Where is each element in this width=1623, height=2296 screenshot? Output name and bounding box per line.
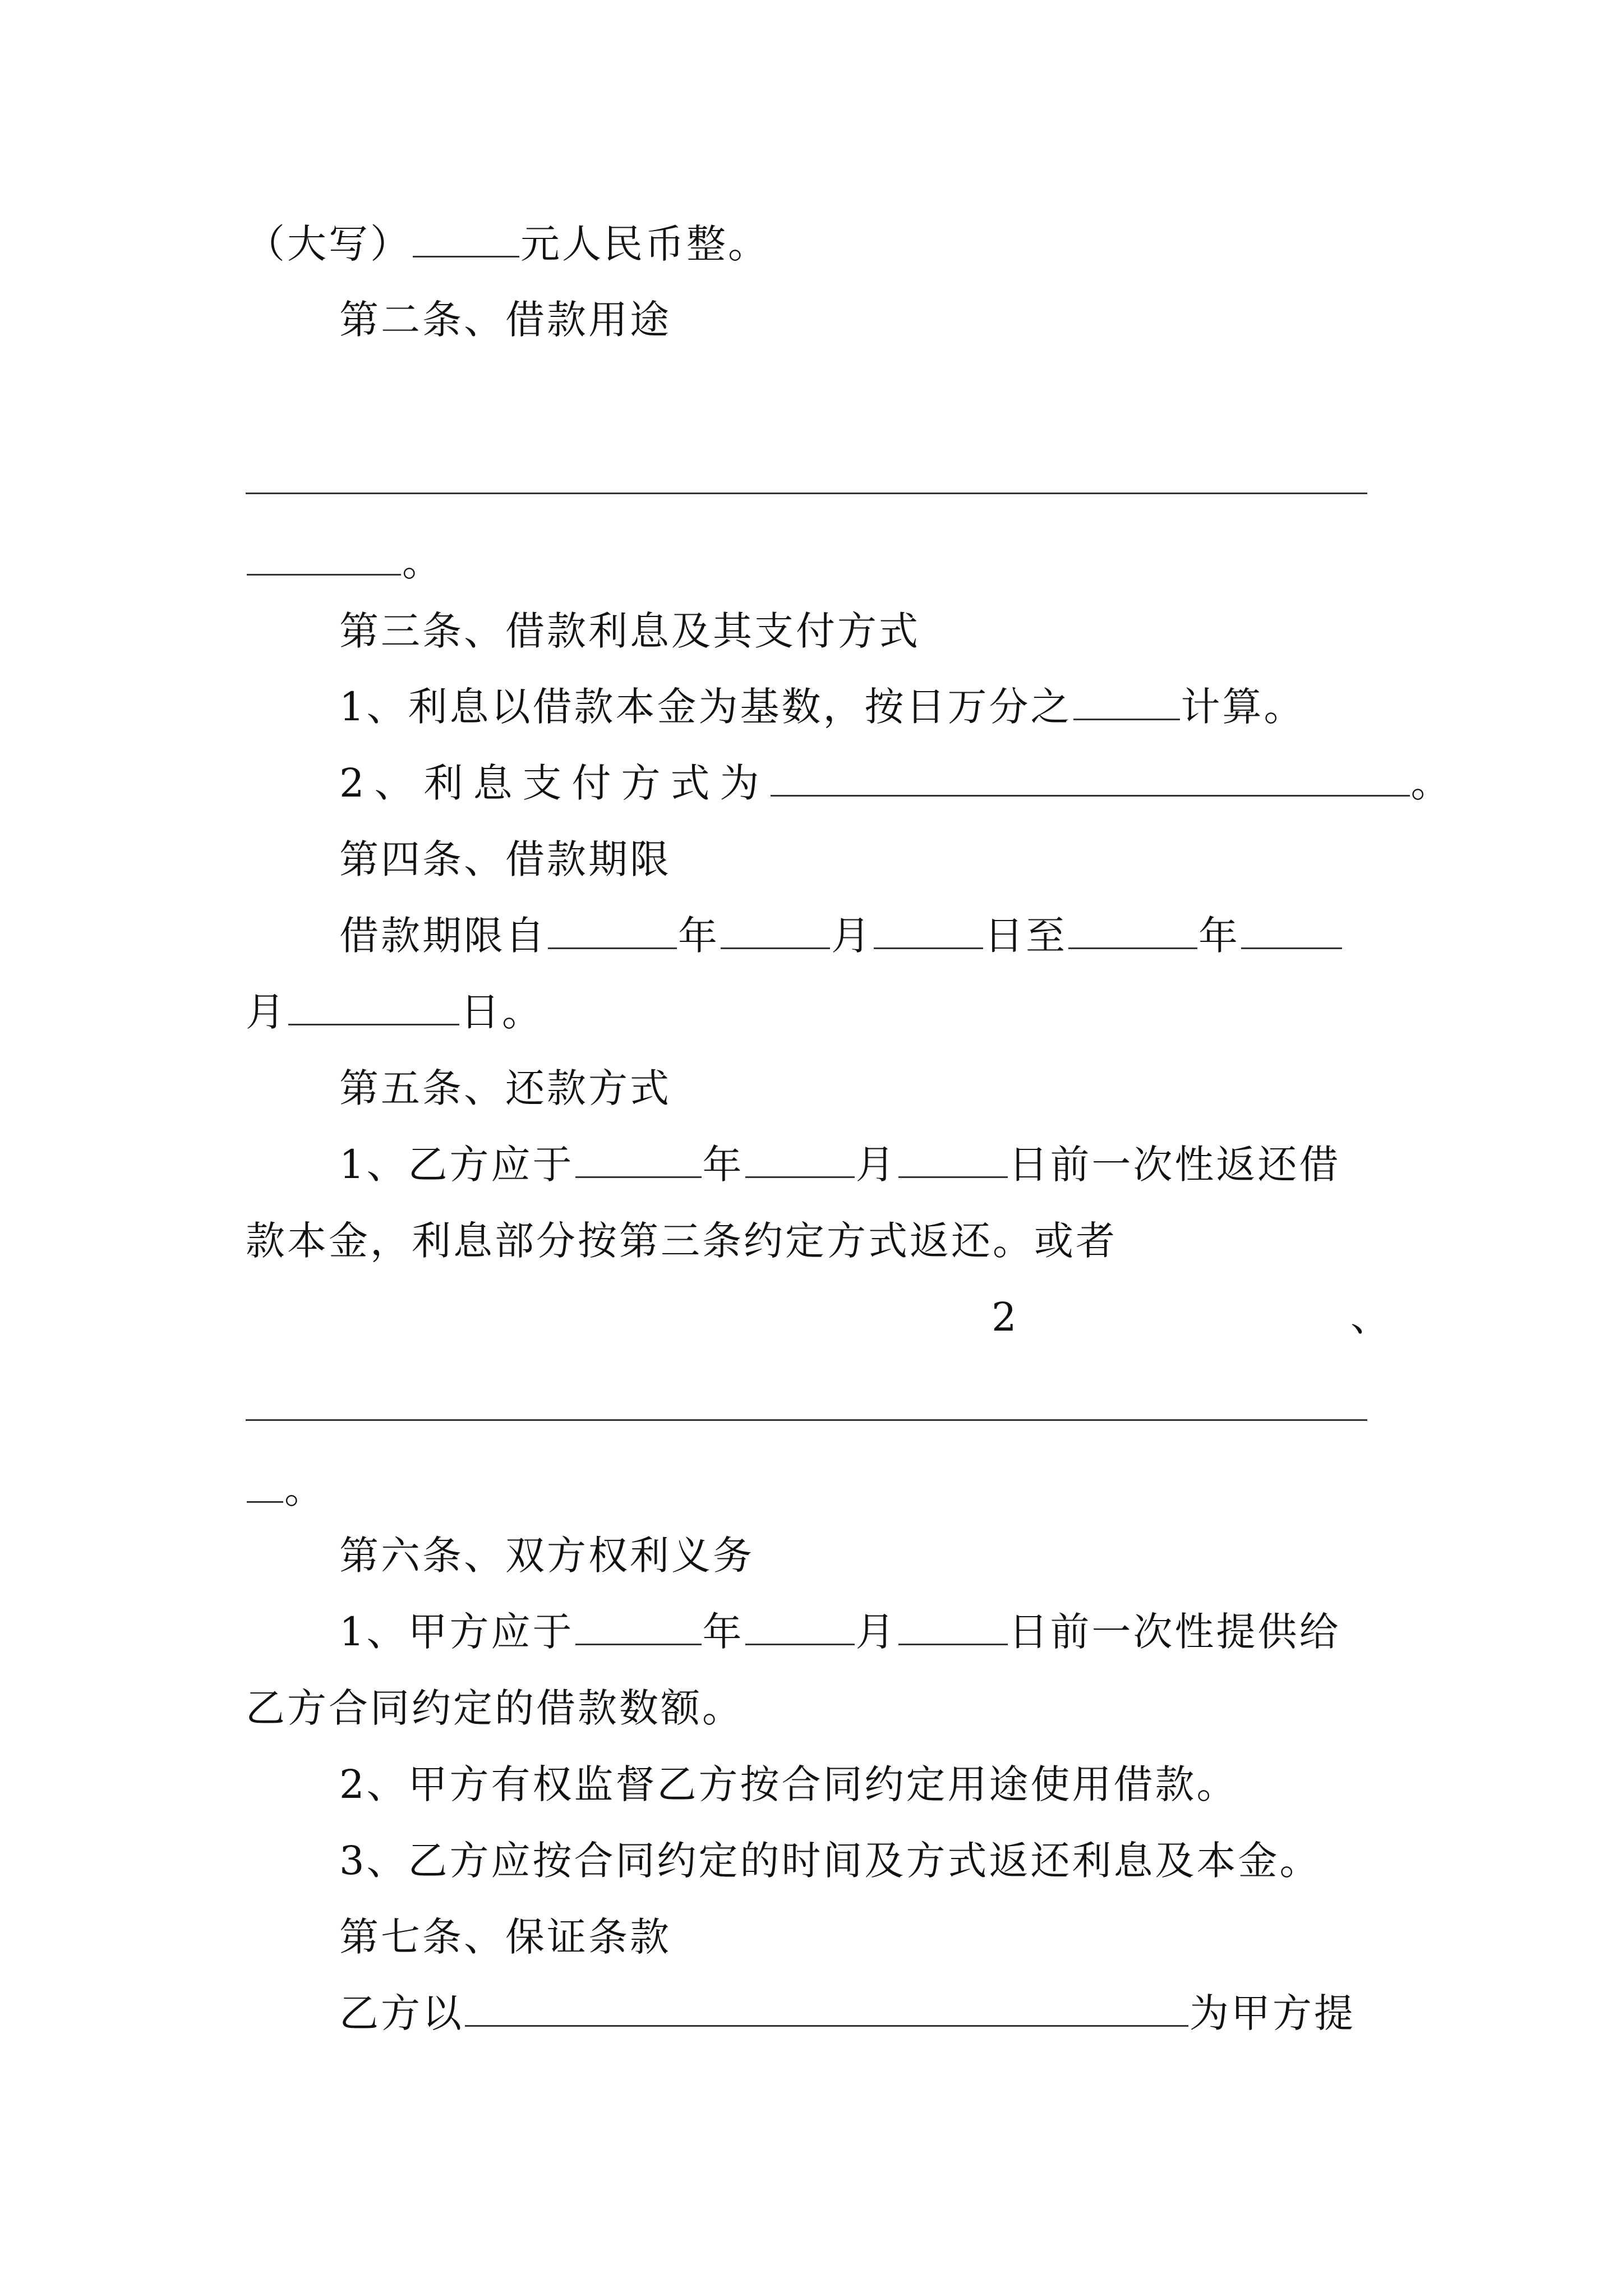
- article-2-title-text: 第二条、借款用途: [339, 297, 671, 343]
- repay-year-label: 年: [702, 1142, 744, 1188]
- article-4-line-2: [246, 984, 543, 1040]
- provide-day-blank: [898, 1604, 1008, 1645]
- article-5-title: [339, 1060, 671, 1116]
- purpose-end-blank: [247, 535, 401, 576]
- article-3-title-text: 第三条、借款利息及其支付方式: [339, 608, 920, 654]
- purpose-end-period: 。: [402, 539, 444, 585]
- guarantee-suffix: 为甲方提: [1189, 1990, 1355, 2036]
- article-6-title: [339, 1527, 754, 1584]
- start-day-label: 日至: [984, 913, 1067, 959]
- amount-suffix: 元人民币整。: [520, 221, 769, 267]
- term-prefix: 借款期限自: [339, 913, 547, 959]
- article-4-title-text: 第四条、借款期限: [339, 836, 671, 882]
- article-3-item-2: [339, 755, 1460, 811]
- start-month-blank: [721, 908, 830, 949]
- interest-rate-blank: [1073, 679, 1180, 720]
- start-month-label: 月: [831, 913, 873, 959]
- article-7-title-text: 第七条、保证条款: [339, 1914, 671, 1960]
- end-month-blank: [1241, 908, 1342, 949]
- payment-method-prefix: 2、利息支付方式为: [339, 760, 769, 806]
- start-year-blank: [548, 908, 677, 949]
- provide-month-blank: [745, 1604, 855, 1645]
- article-6-item-3: [339, 1833, 1321, 1889]
- article-5-item-1: [339, 1137, 1341, 1193]
- article-6-item-3-text: 3、乙方应按合同约定的时间及方式返还利息及本金。: [339, 1838, 1321, 1884]
- article-5-title-text: 第五条、还款方式: [339, 1065, 671, 1111]
- article-5-item-1-line-2: [246, 1213, 1117, 1269]
- provide-month-label: 月: [855, 1609, 897, 1655]
- article-5-item-2-number: [992, 1289, 1019, 1345]
- provide-year-label: 年: [702, 1609, 744, 1655]
- payment-method-blank: [771, 756, 1410, 797]
- repay-continuation: 款本金，利息部分按第三条约定方式返还。或者: [246, 1218, 1117, 1264]
- article-5-item-2-separator: [1350, 1289, 1392, 1345]
- item-2-number: 2: [992, 1294, 1019, 1340]
- article-6-item-2: [339, 1756, 1238, 1812]
- end-year-blank: [1068, 908, 1197, 949]
- start-year-label: 年: [678, 913, 720, 959]
- article-6-item-1-line-2: [246, 1680, 744, 1736]
- repay-alt-end-blank: [247, 1462, 283, 1503]
- article-4-line-1: [339, 908, 1343, 964]
- purpose-blank-rule: [246, 493, 1367, 494]
- repay-day-blank: [898, 1137, 1008, 1178]
- provide-suffix: 日前一次性提供给: [1008, 1609, 1341, 1655]
- interest-rate-prefix: 1、利息以借款本金为基数，按日万分之: [339, 684, 1072, 730]
- article-7-title: [339, 1909, 671, 1965]
- article-4-title: [339, 831, 671, 887]
- amount-prefix: （大写）: [246, 221, 412, 267]
- payment-method-suffix: 。: [1410, 760, 1460, 806]
- article-2-title: [339, 292, 671, 348]
- amount-blank: [413, 217, 519, 257]
- repay-alt-end-period: 。: [284, 1466, 326, 1512]
- article-6-item-1: [339, 1604, 1341, 1660]
- provide-year-blank: [575, 1604, 702, 1645]
- interest-rate-suffix: 计算。: [1181, 684, 1306, 730]
- end-year-label: 年: [1198, 913, 1240, 959]
- guarantee-prefix: 乙方以: [339, 1990, 464, 2036]
- article-7-line-1: [339, 1985, 1355, 2041]
- repay-suffix: 日前一次性返还借: [1008, 1142, 1341, 1188]
- end-day-blank: [288, 984, 459, 1025]
- repay-month-label: 月: [855, 1142, 897, 1188]
- repay-prefix: 1、乙方应于: [339, 1142, 574, 1188]
- start-day-blank: [874, 908, 983, 949]
- end-day-label: 日。: [460, 989, 543, 1035]
- purpose-end-line: [246, 534, 444, 590]
- end-month-label: 月: [246, 989, 287, 1035]
- repay-alt-blank-rule: [246, 1419, 1367, 1421]
- repay-month-blank: [745, 1137, 855, 1178]
- item-2-separator: 、: [1350, 1294, 1392, 1340]
- repay-alt-end-line: [246, 1461, 326, 1517]
- amount-line: [246, 216, 769, 272]
- repay-year-blank: [575, 1137, 702, 1178]
- provide-continuation: 乙方合同约定的借款数额。: [246, 1685, 744, 1731]
- provide-prefix: 1、甲方应于: [339, 1609, 574, 1655]
- article-3-item-1: [339, 679, 1306, 735]
- guarantee-blank: [465, 1986, 1188, 2027]
- article-6-title-text: 第六条、双方权利义务: [339, 1533, 754, 1579]
- article-3-title: [339, 603, 920, 659]
- article-6-item-2-text: 2、甲方有权监督乙方按合同约定用途使用借款。: [339, 1761, 1238, 1807]
